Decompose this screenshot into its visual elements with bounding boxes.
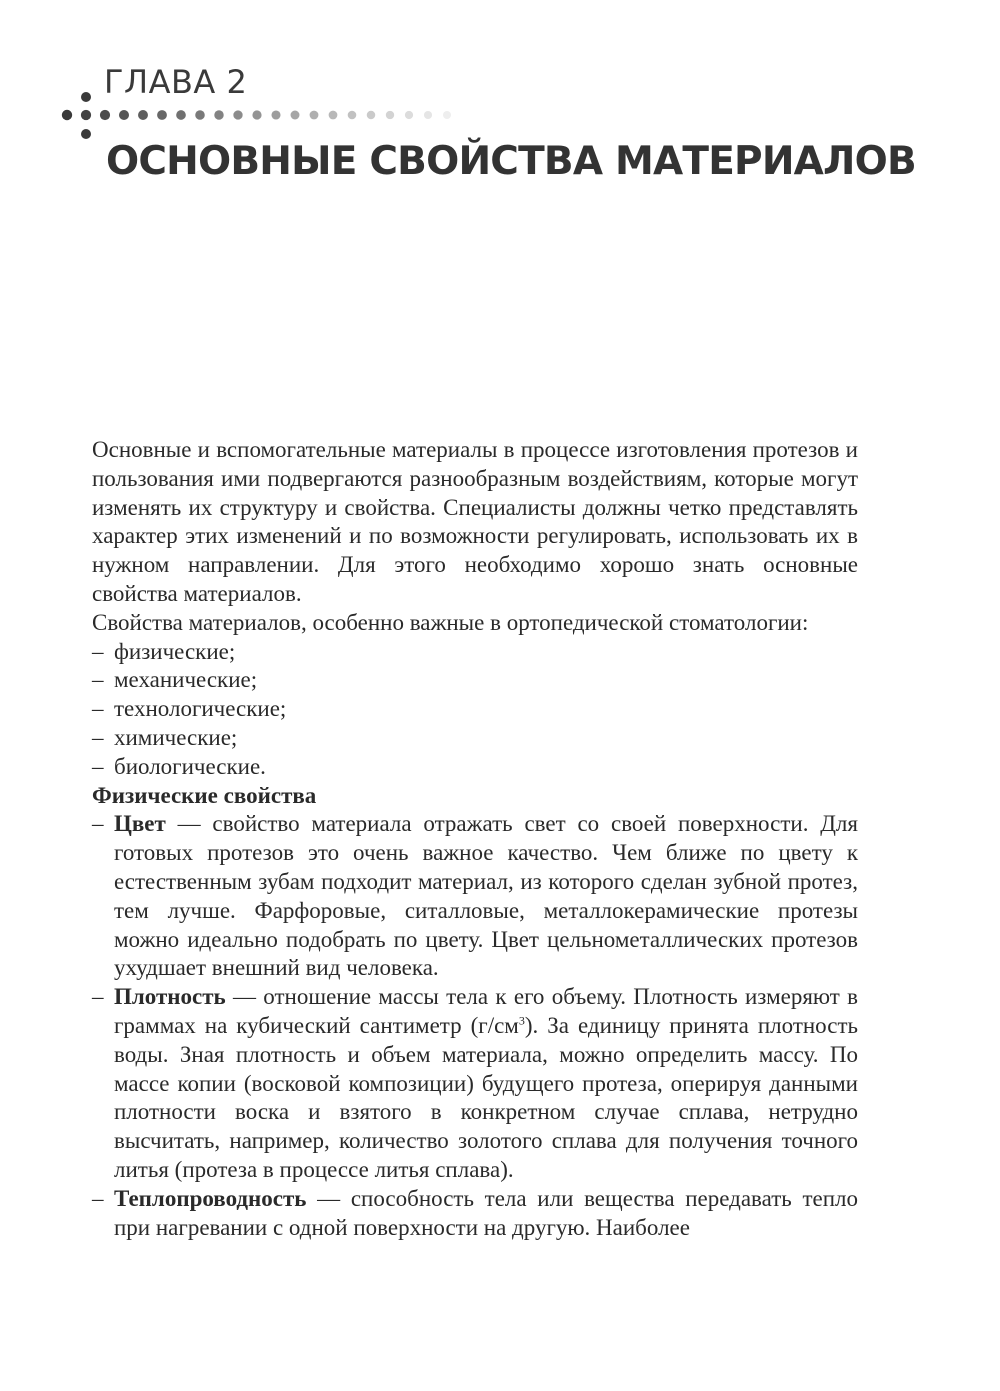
ornament-dot <box>424 111 432 119</box>
ornament-dot <box>252 110 261 119</box>
term: Теплопроводность <box>114 1185 307 1211</box>
ornament-dot <box>443 111 451 119</box>
ornament-dot <box>195 110 205 120</box>
list-item: – физические; <box>92 638 236 664</box>
term: Цвет <box>114 811 166 837</box>
ornament-dot <box>310 111 319 120</box>
chapter-title: ОСНОВНЫЕ СВОЙСТВА МАТЕРИАЛОВ <box>106 139 916 184</box>
ornament-dot <box>81 110 91 120</box>
property-types-intro: Свойства материалов, особенно важные в ортопедической стоматологии: <box>92 609 809 635</box>
property-types-list <box>92 638 858 782</box>
ornament-dot <box>367 111 375 119</box>
list-item: – биологические. <box>92 753 266 779</box>
intro-paragraph: Основные и вспомогательные материалы в процессе изготовления протезов и пользования ими подвергаются разнообразным воздействиям, которые могут изменять их структуру и свойства. Специалисты должны четко представлять характер этих изменений и по возможности регулировать, использовать их в нужном направлении. Для этого необходимо хорошо знать основные свойства материалов. <box>92 437 858 606</box>
ornament-dot <box>62 110 72 120</box>
ornament-dot <box>348 111 357 120</box>
list-item: – механические; <box>92 667 258 693</box>
section-heading: Физические свойства <box>92 782 317 808</box>
ornament-dot <box>176 110 186 120</box>
ornament-dot <box>157 110 167 120</box>
ornament-dot <box>386 111 394 119</box>
ornament-dot <box>405 111 413 119</box>
property-conductivity: – Теплопроводность — способность тела или вещества передавать тепло при нагревании с одной поверхности на другую. Наиболее <box>92 1185 858 1240</box>
list-item: – химические; <box>92 724 238 750</box>
ornament-dot <box>233 110 242 119</box>
ornament-dot <box>119 110 129 120</box>
term: Плотность <box>114 984 226 1010</box>
property-density: – Плотность — отношение массы тела к его объему. Плотность измеряют в граммах на кубический сантиметр $(г/см^3)$. За единицу принята плотность воды. Зная плотность и объем материала, можно определить массу. По массе копии (восковой композиции) будущего протеза, оперируя данными плотности воска и взятого в конкретном случае сплава, нетрудно высчитать, например, количество золотого сплава для получения точного литья (протеза в процессе литья сплава). <box>92 984 858 1182</box>
property-color: – Цвет — свойство материала отражать свет со своей поверхности. Для готовых протезов это очень важное качество. Чем ближе по цвету к естественным зубам подходит материал, из которого сделан зубной протез, тем лучше. Фарфоровые, ситалловые, металлокерамические протезы можно идеально подобрать по цвету. Цвет цельнометаллических протезов ухудшает внешний вид человека. <box>92 811 858 981</box>
list-item: – технологические; <box>92 696 287 722</box>
ornament-dot <box>138 110 148 120</box>
body-text <box>92 436 858 1242</box>
ornament-dot <box>329 111 338 120</box>
ornament-dot <box>271 110 280 119</box>
ornament-dot <box>214 110 223 119</box>
chapter-label: ГЛАВА 2 <box>104 63 248 101</box>
ornament-dot <box>291 111 300 120</box>
ornament-dot <box>100 110 110 120</box>
